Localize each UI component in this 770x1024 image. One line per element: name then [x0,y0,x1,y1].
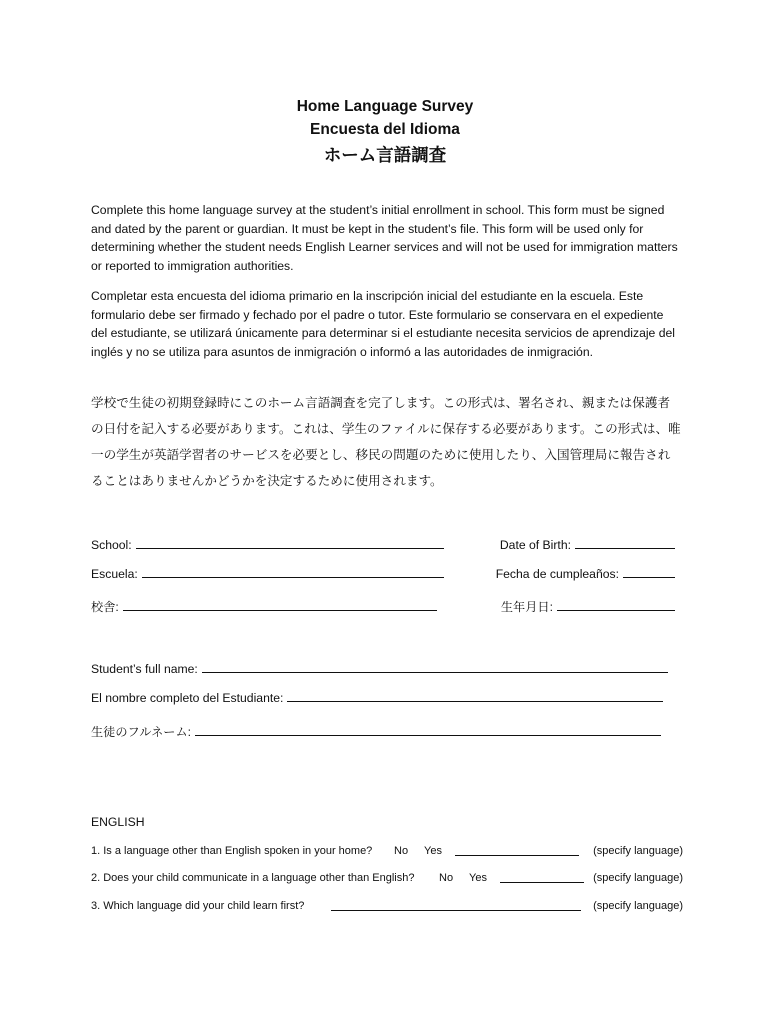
section-label-english: ENGLISH [91,815,145,829]
title-spanish: Encuesta del Idioma [310,121,460,138]
title-block [0,95,770,169]
kousha-input-line[interactable] [123,597,437,611]
nombre-label: El nombre completo del Estudiante: [91,691,284,705]
question-2-specify-label: (specify language) [593,872,683,884]
kousha-label: 校舎: [91,600,119,614]
dob-input-line[interactable] [575,535,675,549]
question-1-specify-label: (specify language) [593,845,683,857]
escuela-label: Escuela: [91,567,138,581]
seinengappi-label: 生年月日: [500,600,553,614]
question-2-yes-option[interactable]: Yes [469,872,487,884]
question-2-no-option[interactable]: No [439,872,454,884]
intro-paragraph-english: Complete this home language survey at the student’s initial enrollment in school. This form must be signed and dated by the parent or guardian. It must be kept in the student’s file. This form will be used only for determining whether the student needs English Learner services and will not be used for immigration matters or reported to immigration authorities. [91,203,678,273]
title-japanese: ホーム言語調査 [323,145,447,165]
question-3-specify-label: (specify language) [593,900,683,912]
school-dob-row-spanish [91,564,681,584]
question-1-row [91,842,683,860]
student-name-row-spanish [91,688,681,708]
question-2-text: 2. Does your child communicate in a language other than English? [91,872,415,884]
intro-paragraph-japanese: 学校で生徒の初期登録時にこのホーム言語調査を完了します。この形式は、署名され、親または保護者の日付を記入する必要があります。これは、学生のファイルに保存する必要があります。この形式は、唯一の学生が英語学習者のサービスを必要とし、移民の問題のために使用したり、入国管理局に報告されることはありませんかどうかを決定するために使用されます。 [91,396,681,488]
fecha-input-line[interactable] [623,564,675,578]
dob-label: Date of Birth: [499,538,571,552]
seinengappi-input-line[interactable] [557,597,675,611]
student-name-input-line[interactable] [202,659,668,673]
student-name-row-japanese [91,722,681,742]
school-dob-row-english [91,535,681,555]
intro-paragraph-spanish: Completar esta encuesta del idioma primario en la inscripción inicial del estudiante en la escuela. Este formulario debe ser firmado y fechado por el padre o tutor. Este formulario se conservara en el expediente del estudiante, se utilizará únicamente para determinar si el estudiante necesita servicios de aprendizaje del inglés y no se utiliza para asuntos de inmigración o informó a las autoridades de inmigración. [91,289,675,359]
question-1-language-input-line[interactable] [455,842,579,856]
fecha-label: Fecha de cumpleaños: [495,567,619,581]
furunemu-label: 生徒のフルネーム: [91,725,192,739]
escuela-input-line[interactable] [142,564,444,578]
question-1-yes-option[interactable]: Yes [424,845,442,857]
question-3-row [91,897,683,915]
question-2-language-input-line[interactable] [500,869,584,883]
question-3-text: 3. Which language did your child learn first? [91,900,305,912]
student-name-row-english [91,659,681,679]
school-dob-row-japanese [91,597,681,617]
school-label: School: [91,538,132,552]
question-2-row [91,869,683,887]
question-3-language-input-line[interactable] [331,897,581,911]
question-1-text: 1. Is a language other than English spoken in your home? [91,845,373,857]
school-input-line[interactable] [136,535,444,549]
title-english: Home Language Survey [296,98,474,115]
furunemu-input-line[interactable] [195,722,661,736]
nombre-input-line[interactable] [287,688,663,702]
student-name-label: Student’s full name: [91,662,198,676]
question-1-no-option[interactable]: No [394,845,409,857]
